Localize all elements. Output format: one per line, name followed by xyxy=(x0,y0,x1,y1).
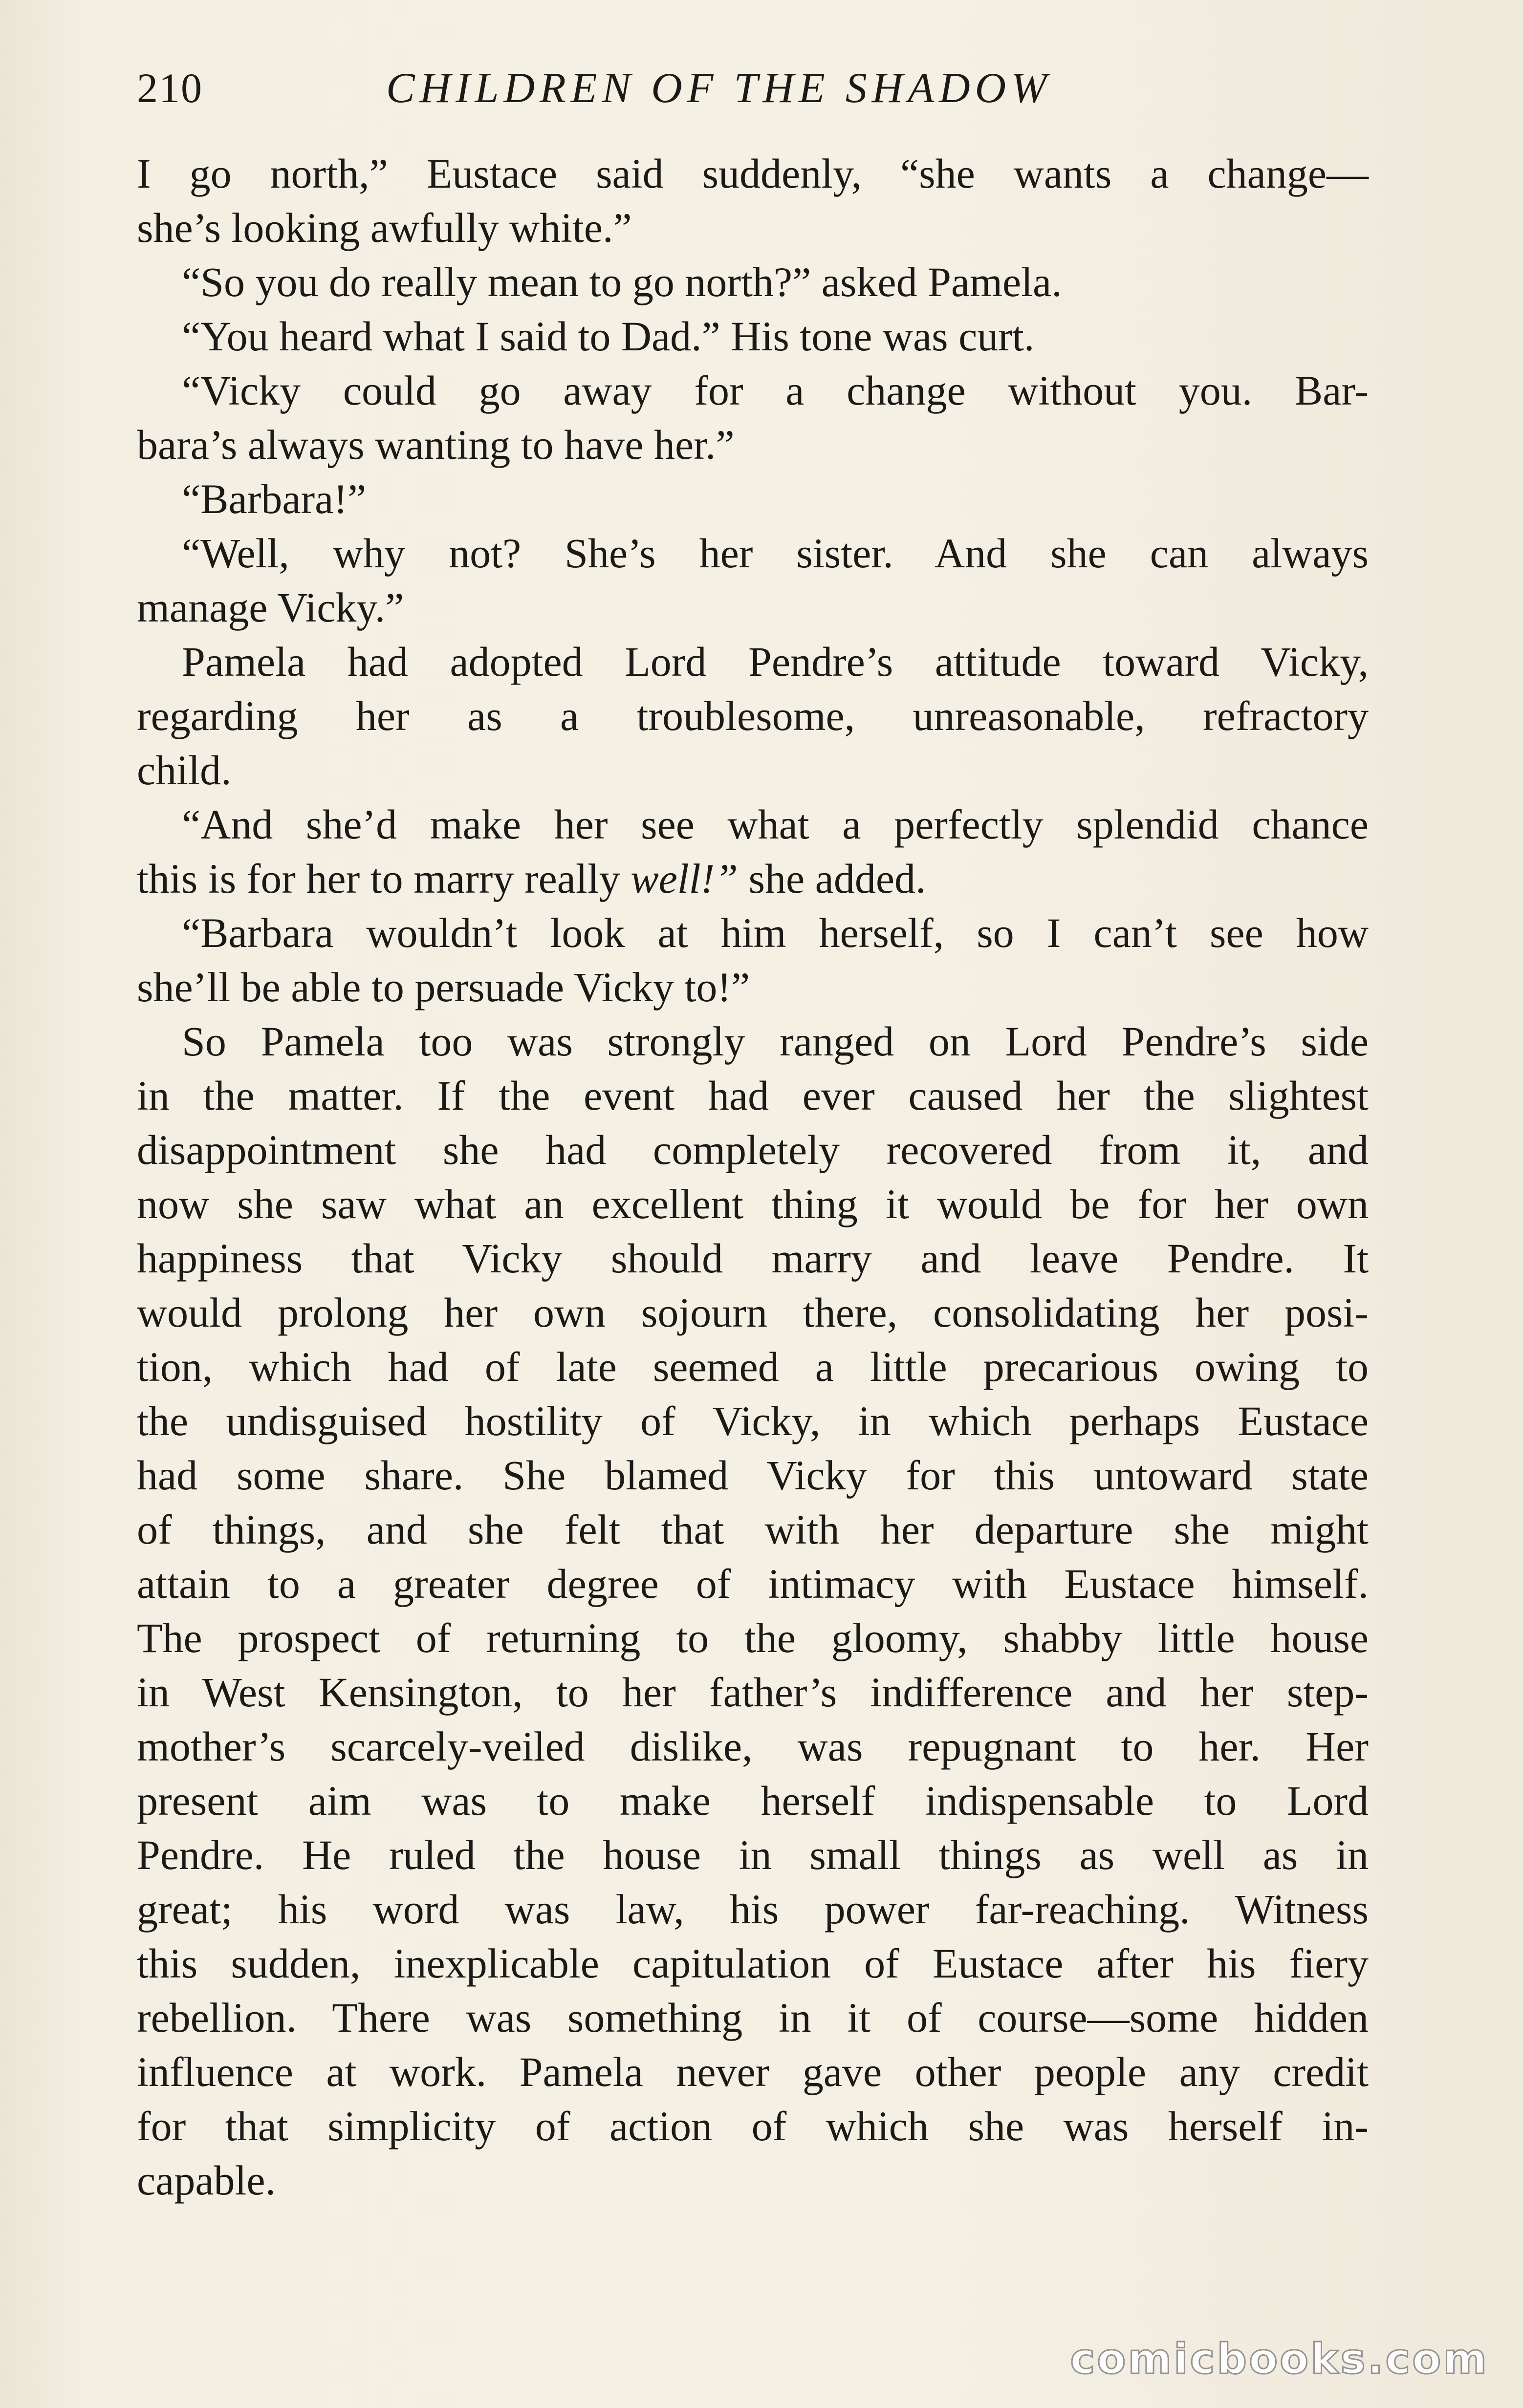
text-line: would prolong her own sojourn there, consolidating her posi- xyxy=(137,1289,1369,1336)
text-line: “And she’d make her see what a perfectly splendid chance xyxy=(182,801,1369,848)
text-line: capable. xyxy=(137,2157,276,2204)
text-line: “So you do really mean to go north?” asked Pamela. xyxy=(182,258,1062,305)
emphasis-text: well!” xyxy=(631,855,739,902)
text-line: child. xyxy=(137,747,232,794)
text-line: disappointment she had completely recovered from it, and xyxy=(137,1126,1369,1173)
text-line: “You heard what I said to Dad.” His tone was curt. xyxy=(182,313,1035,360)
text-line: of things, and she felt that with her departure she might xyxy=(137,1506,1369,1553)
text-line: regarding her as a troublesome, unreasonable, refractory xyxy=(137,692,1369,739)
text-line: I go north,” Eustace said suddenly, “she wants a change— xyxy=(137,150,1369,197)
text-line: in the matter. If the event had ever caused her the slightest xyxy=(137,1072,1369,1119)
text-line: Pamela had adopted Lord Pendre’s attitude toward Vicky, xyxy=(182,638,1369,685)
text-line: rebellion. There was something in it of course—some hidden xyxy=(137,1994,1369,2041)
text-line: in West Kensington, to her father’s indifference and her step- xyxy=(137,1669,1369,1716)
text-line: she’s looking awfully white.” xyxy=(137,204,632,251)
text-line: the undisguised hostility of Vicky, in which perhaps Eustace xyxy=(137,1398,1369,1444)
text-line: So Pamela too was strongly ranged on Lord Pendre’s side xyxy=(182,1018,1369,1065)
text-line: attain to a greater degree of intimacy with Eustace himself. xyxy=(137,1560,1369,1607)
text-line: The prospect of returning to the gloomy, shabby little house xyxy=(137,1614,1369,1661)
text-line: tion, which had of late seemed a little precarious owing to xyxy=(137,1343,1369,1390)
text-line: influence at work. Pamela never gave other people any credit xyxy=(137,2048,1369,2095)
text-line: “Barbara!” xyxy=(182,475,367,522)
page-number: 210 xyxy=(137,64,203,111)
text-line: now she saw what an excellent thing it would be for her own xyxy=(137,1181,1369,1227)
text-line: present aim was to make herself indispensable to Lord xyxy=(137,1777,1369,1824)
text-line: “Well, why not? She’s her sister. And she can always xyxy=(182,530,1369,577)
text-line: “Barbara wouldn’t look at him herself, so I can’t see how xyxy=(182,909,1369,956)
text-line: bara’s always wanting to have her.” xyxy=(137,421,735,468)
text-line: mother’s scarcely-veiled dislike, was repugnant to her. Her xyxy=(137,1723,1369,1770)
text-line: Pendre. He ruled the house in small things as well as in xyxy=(137,1831,1369,1878)
text-line: great; his word was law, his power far-reaching. Witness xyxy=(137,1886,1369,1933)
text-line: happiness that Vicky should marry and leave Pendre. It xyxy=(137,1235,1369,1282)
body-text xyxy=(137,147,1369,2208)
text-line: this sudden, inexplicable capitulation of Eustace after his fiery xyxy=(137,1940,1369,1987)
text-segment: this is for her to marry really xyxy=(137,855,620,902)
text-line: “Vicky could go away for a change without you. Bar- xyxy=(182,367,1369,414)
text-line: she’ll be able to persuade Vicky to!” xyxy=(137,964,750,1010)
text-line: had some share. She blamed Vicky for this untoward state xyxy=(137,1452,1369,1499)
text-segment: she added. xyxy=(748,855,926,902)
text-line: manage Vicky.” xyxy=(137,584,404,631)
text-line xyxy=(137,852,1369,906)
text-line: for that simplicity of action of which she was herself in- xyxy=(137,2103,1369,2150)
running-head xyxy=(132,64,1376,122)
running-title: CHILDREN OF THE SHADOW xyxy=(386,64,1052,112)
watermark-logo: comicbooks.com xyxy=(1070,2335,1489,2384)
